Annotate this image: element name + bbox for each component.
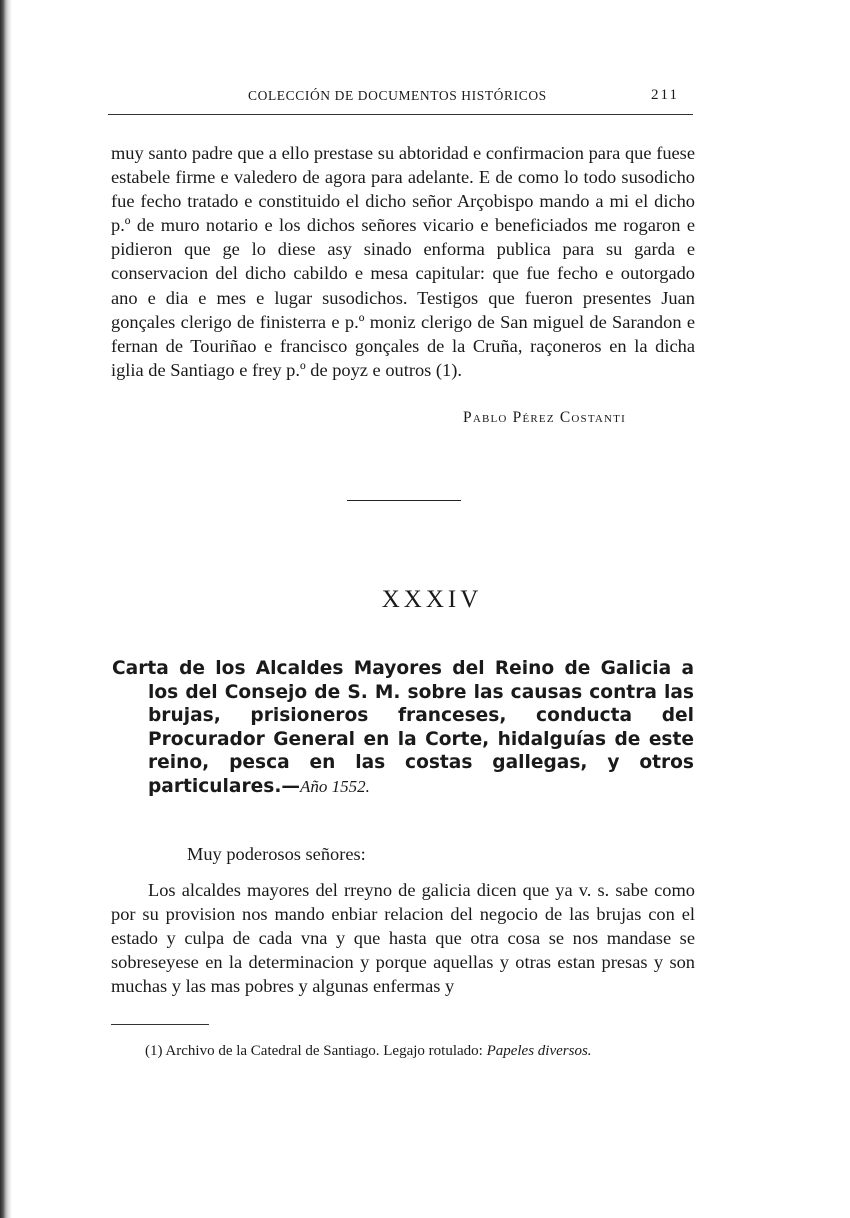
continued-paragraph: muy santo padre que a ello prestase su abtoridad e confirmacion para que fuese estabele firme e valedero de agora para adelante. E de como lo todo susodicho fue fecho tratado e constituido el dicho señor Arçobispo mando a mi el dicho p.º de muro notario e los dichos señores vicario e beneficiados me rogaron e pidieron que ge lo diese asy sinado enforma publica para su garda e conservacion del dicho cabildo e mesa capitular: que fue fecho e outorgado ano e dia e mes e lugar susodichos. Testigos que fueron presentes Juan gonçales clerigo de finisterra e p.º moniz clerigo de San miguel de Sarandon e fernan de Touriñao e francisco gonçales de la Cruña, raçoneros en la dicha iglia de Santiago e frey p.º de poyz e outros (1). — [111, 143, 695, 380]
letter-salutation: Muy poderosos señores: — [187, 844, 366, 864]
author-signature: Pablo Pérez Costanti — [463, 409, 626, 426]
footnote-rule — [111, 1024, 209, 1025]
section-divider — [347, 500, 461, 501]
footnote-text: (1) Archivo de la Catedral de Santiago. Legajo rotulado: — [145, 1043, 483, 1059]
document-title-text: Carta de los Alcaldes Mayores del Reino de Galicia a los del Consejo de S. M. sobre las causas contra las brujas, prisioneros franceses, conducta del Procurador General en la Corte, hidalguías de este reino, pesca en las costas gallegas, y otros particulares.— — [112, 658, 694, 797]
footnote-italic: Papeles diversos. — [486, 1043, 592, 1059]
document-year: Año 1552. — [299, 776, 370, 796]
section-number: XXXIV — [381, 586, 483, 613]
document-title — [112, 657, 694, 799]
letter-body: Los alcaldes mayores del rreyno de galicia dicen que ya v. s. sabe como por su provision nos mando enbiar relacion del negocio de las brujas con el estado y culpa de cada vna y que hasta que otra cosa se nos mandase se sobreseyese en la determinacion y porque aquellas y otras estan presas y son muchas y las mas pobres y algunas enfermas y — [111, 880, 695, 997]
page-number: 211 — [651, 87, 679, 103]
header-rule — [108, 114, 693, 115]
footnote — [111, 1041, 695, 1061]
running-header-title: COLECCIÓN DE DOCUMENTOS HISTÓRICOS — [248, 88, 547, 103]
running-header — [108, 88, 693, 116]
